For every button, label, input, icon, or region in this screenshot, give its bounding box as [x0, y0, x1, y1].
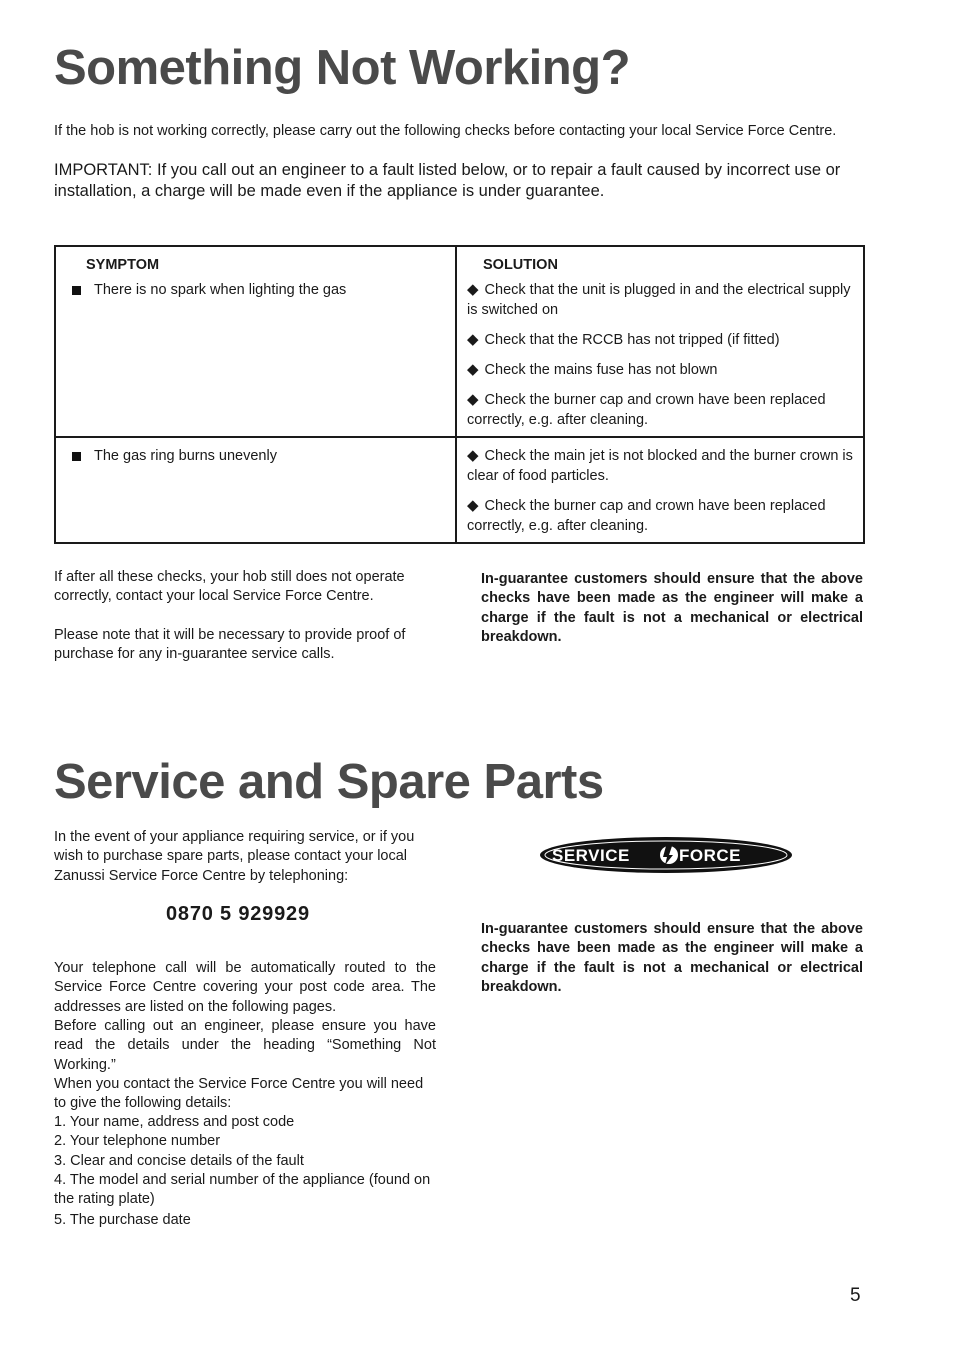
symptom-item	[66, 446, 445, 466]
service-phone-number: 0870 5 929929	[166, 903, 310, 925]
solution-cell	[456, 246, 864, 437]
solution-item	[467, 330, 853, 350]
service-force-logo	[538, 834, 794, 876]
troubleshooting-table	[54, 245, 865, 544]
solution-text: Check that the unit is plugged in and the electrical supply is switched on	[467, 282, 851, 318]
solution-header: SOLUTION	[483, 257, 558, 273]
diamond-bullet-icon: ◆	[467, 331, 479, 348]
routing-text: Your telephone call will be automatically routed to the Service Force Centre covering your post code area. The addresses are listed on the following pages.	[54, 960, 436, 1015]
symptom-cell	[55, 246, 456, 437]
logo-text-force: FORCE	[679, 846, 741, 865]
symptom-cell	[55, 437, 456, 543]
solution-item	[467, 446, 853, 486]
section-title-something-not-working: Something Not Working?	[54, 41, 631, 95]
symptom-text: There is no spark when lighting the gas	[94, 282, 347, 298]
solution-item	[467, 360, 853, 380]
list-item: 3. Clear and concise details of the fault	[54, 1152, 304, 1169]
square-bullet-icon	[72, 286, 81, 295]
solution-text: Check that the RCCB has not tripped (if fitted)	[484, 332, 780, 348]
details-intro-text: When you contact the Service Force Centre you will need to give the following details:	[54, 1076, 424, 1112]
diamond-bullet-icon: ◆	[467, 497, 479, 514]
solution-text: Check the burner cap and crown have been replaced correctly, e.g. after cleaning.	[467, 498, 826, 534]
after-checks-text: If after all these checks, your hob still does not operate correctly, contact your local Service Force Centre.	[54, 569, 405, 605]
list-item: 2. Your telephone number	[54, 1133, 221, 1150]
section-title-service-spare-parts: Service and Spare Parts	[54, 755, 604, 809]
page-number: 5	[850, 1285, 861, 1306]
solution-text: Check the mains fuse has not blown	[484, 362, 718, 378]
solution-cell	[456, 437, 864, 543]
solution-text: Check the main jet is not blocked and the burner crown is clear of food particles.	[467, 448, 853, 484]
before-calling-text: Before calling out an engineer, please ensure you have read the details under the heading “Something Not Working.”	[54, 1018, 436, 1073]
intro-text: If the hob is not working correctly, please carry out the following checks before contacting your local Service Force Centre.	[54, 123, 837, 139]
table-row	[55, 437, 864, 543]
details-list	[54, 1113, 438, 1231]
list-item: 1. Your name, address and post code	[54, 1114, 295, 1130]
important-notice: IMPORTANT: If you call out an engineer to a fault listed below, or to repair a fault caused by incorrect use or installation, a charge will be made even if the appliance is under guarantee.	[54, 161, 841, 200]
service-intro-text: In the event of your appliance requiring service, or if you wish to purchase spare parts, please contact your local Zanussi Service Force Centre by telephoning:	[54, 829, 415, 884]
diamond-bullet-icon: ◆	[467, 447, 479, 464]
solution-item	[467, 496, 853, 536]
solution-text: Check the burner cap and crown have been replaced correctly, e.g. after cleaning.	[467, 392, 826, 428]
table-row	[55, 246, 864, 437]
logo-text-service: SERVICE	[552, 846, 630, 865]
solution-item	[467, 390, 853, 430]
symptom-header: SYMPTOM	[86, 257, 160, 273]
diamond-bullet-icon: ◆	[467, 391, 479, 408]
proof-of-purchase-text: Please note that it will be necessary to provide proof of purchase for any in-guarantee service calls.	[54, 627, 406, 663]
symptom-text: The gas ring burns unevenly	[94, 448, 277, 464]
diamond-bullet-icon: ◆	[467, 361, 479, 378]
in-guarantee-notice: In-guarantee customers should ensure that the above checks have been made as the engineer will make a charge if the fault is not a mechanical or electrical breakdown.	[481, 571, 863, 645]
solution-item	[467, 280, 853, 320]
in-guarantee-notice-service: In-guarantee customers should ensure that the above checks have been made as the engineer will make a charge if the fault is not a mechanical or electrical breakdown.	[481, 921, 863, 995]
list-item: 5. The purchase date	[54, 1212, 191, 1229]
list-item: 4. The model and serial number of the appliance (found on the rating plate)	[54, 1171, 431, 1208]
square-bullet-icon	[72, 452, 81, 461]
symptom-item	[66, 280, 445, 300]
diamond-bullet-icon: ◆	[467, 281, 479, 298]
